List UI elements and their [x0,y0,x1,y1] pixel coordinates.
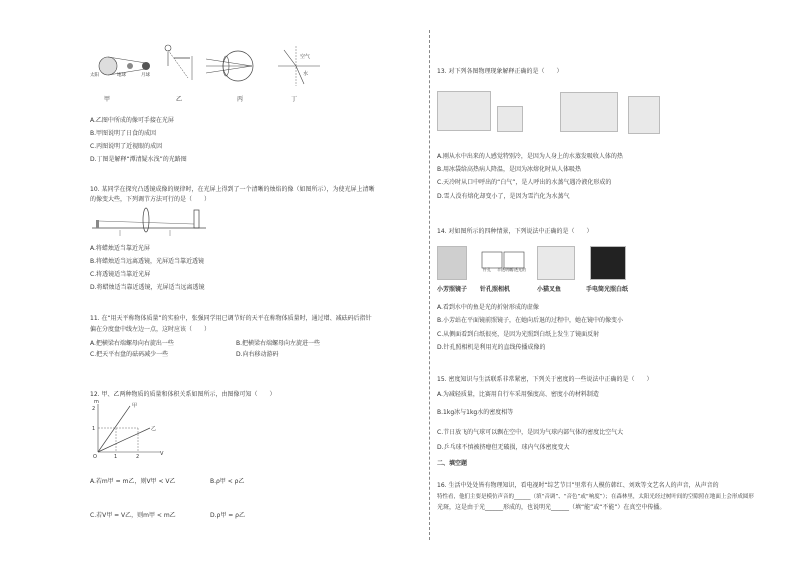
q12-mass-volume-graph [90,400,170,460]
q15-stem: 15. 密度知识与生活联系非常紧密，下列关于密度的一些说法中正确的是（ ） [437,376,653,383]
q11-stem-line2: 偏在分度盘中线左边一点，这时应该（ ） [90,326,211,333]
label-sun: 太阳 [90,73,99,78]
q10-option-a: A.将蜡烛适当靠近光屏 [90,245,150,252]
q10-option-b: B.将蜡烛适当远离透镜，光屏适当靠近透镜 [90,258,205,265]
q14-caption-2: 针孔照相机 [480,286,511,293]
q12-line-yi: 乙 [151,426,157,432]
q14-image-mirror [437,246,467,280]
q16-line3: 光斑，这是由于光______形成的，也说明光______（填“能”或“不能”）在真空中传播。 [437,504,666,511]
q13-image-sick-child [437,91,491,131]
q14-image-flashlight [590,246,626,280]
q10-option-d: D.将蜡烛适当靠近透镜，光屏适当远离透镜 [90,284,205,291]
q12-tick-x2: 2 [136,454,140,460]
fig-label-jia: 甲 [104,96,111,103]
fig-label-ding: 丁 [291,96,298,103]
q13-option-d: D.雪人没有熔化却变小了，是因为雪汽化为水蒸气 [437,193,570,200]
q14-label-translucent: 半透光的 [510,267,526,272]
q9-option-a: A.乙图中所成的像可手接在光屏 [90,117,174,124]
q9-option-d: D.丁图是解释“潭清疑水浅”的光路图 [90,156,187,163]
q11-option-b: B.把横梁右端螺母向左旋进一些 [236,340,321,347]
q15-option-b: B.1kg冰与1kg水的密度相等 [437,409,514,416]
q11-option-c: C.把天平右盘的砝码减少一些 [90,351,169,358]
q14-caption-3: 小猫叉鱼 [537,286,562,293]
q10-option-c: C.将透镜适当靠近光屏 [90,271,151,278]
q12-tick-x1: 1 [114,454,118,460]
q13-stem: 13. 对下列各图物理现象解释正确的是（ ） [437,68,563,75]
q9-option-b: B.甲图说明了日食的成因 [90,130,157,137]
fig-label-bing: 丙 [237,96,244,103]
q11-option-d: D.向右移动游码 [236,351,279,358]
q11-stem-line1: 11. 在“用天平称物体质量”的实验中，张强同学用已调节好的天平在称物体质量时，通过增、减砝码后指针 [90,315,372,322]
q14-option-c: C.从侧面看到白纸很亮，是因为光照到白纸上发生了镜面反射 [437,331,600,338]
q16-line2: 特性看，他们主要是模仿声音的______（填“音调”、“音色”或“响度”）；在森林里，太阳光经过树叶间的空隙照在地面上会形成圆形 [437,494,754,500]
section-title-fill-in: 二、填空题 [437,460,468,467]
q12-tick-y1: 1 [92,426,96,432]
q14-stem: 14. 对如图所示的四种情景，下列说法中正确的是（ ） [437,228,593,235]
q15-option-a: A.为减轻质量，比赛用自行车采用强度高、密度小的材料制造 [437,391,599,398]
q11-option-a: A.把横梁右端螺母向右旋出一些 [90,340,174,347]
q12-stem: 12. 甲、乙两种物质的质量和体积关系如图所示，由图像可知（ ） [90,391,276,398]
figure-ding-refraction [278,46,320,86]
q15-option-d: D.乒乓球不慎被挤瘪但无破损，球内气体密度变大 [437,444,570,451]
q13-image-swimmer [560,92,618,132]
label-water: 水 [303,71,309,77]
q12-option-d: D.ρ甲 = ρ乙 [210,512,245,519]
q12-option-c: C.若V甲 = V乙，则m甲 < m乙 [90,512,176,519]
q12-axis-v: V [160,451,164,457]
q12-option-a: A.若m甲 = m乙，则V甲 < V乙 [90,478,176,485]
q14-option-b: B.小芳站在平面镜前照镜子，在她向后退的过程中，她在镜中的像变小 [437,317,624,324]
q13-image-snowman-2 [628,96,660,134]
fig-label-yi: 乙 [176,96,183,103]
column-divider [429,30,430,540]
q12-axis-m: m [94,399,99,405]
q14-caption-1: 小芳照镜子 [437,286,468,293]
q13-image-snowman-1 [497,106,523,132]
q12-origin: O [93,454,97,460]
q10-stem-line1: 10. 某同学在探究凸透镜成像的规律时，在光屏上得到了一个清晰的烛焰的像（如图所示），为使光屏上清晰 [90,186,375,193]
q14-option-a: A.看到水中的鱼是光的折射形成的虚像 [437,304,539,311]
q14-caption-4: 手电筒光照白纸 [586,286,629,293]
q12-line-jia: 甲 [132,403,138,409]
q14-image-cat-fishing [537,246,575,280]
label-moon: 月球 [141,73,150,78]
label-air: 空气 [300,54,311,60]
q14-option-d: D.针孔照相机是利用光的直线传播成像的 [437,344,546,351]
figure-bing-eye [206,51,253,81]
q9-option-c: C.丙图说明了近视眼的成因 [90,143,163,150]
q13-option-b: B.用冰袋给高热病人降温，是因为冰熔化时从人体吸热 [437,166,582,173]
q13-option-c: C.天冷时从口中呼出的“白气”，是人呼出的水蒸气遇冷液化形成的 [437,179,612,186]
q10-stem-line2: 的像变大些，下列调节方法可行的是（ ） [90,196,211,203]
q12-option-b: B.ρ甲 < ρ乙 [210,478,245,485]
q13-option-a: A.刚从水中出来的人感觉特别冷，是因为人身上的水蒸发吸收人体的热 [437,153,623,160]
q14-label-pinhole: 针孔 [483,267,491,272]
q10-lens-bench-figure [90,206,210,240]
q15-option-c: C.节日放飞的气球可以飘在空中，是因为气球内部气体的密度比空气大 [437,429,624,436]
label-earth: 地球 [117,73,126,78]
q16-line1: 16. 生活中处处皆有物理知识，看电视时“综艺节目”里常有人模仿韩红、刘欢等文艺名人的声音，从声音的 [437,482,719,489]
q14-label-paper: 半透明纸 [497,267,513,272]
q12-tick-y2: 2 [92,406,96,412]
figure-yi [165,45,192,80]
